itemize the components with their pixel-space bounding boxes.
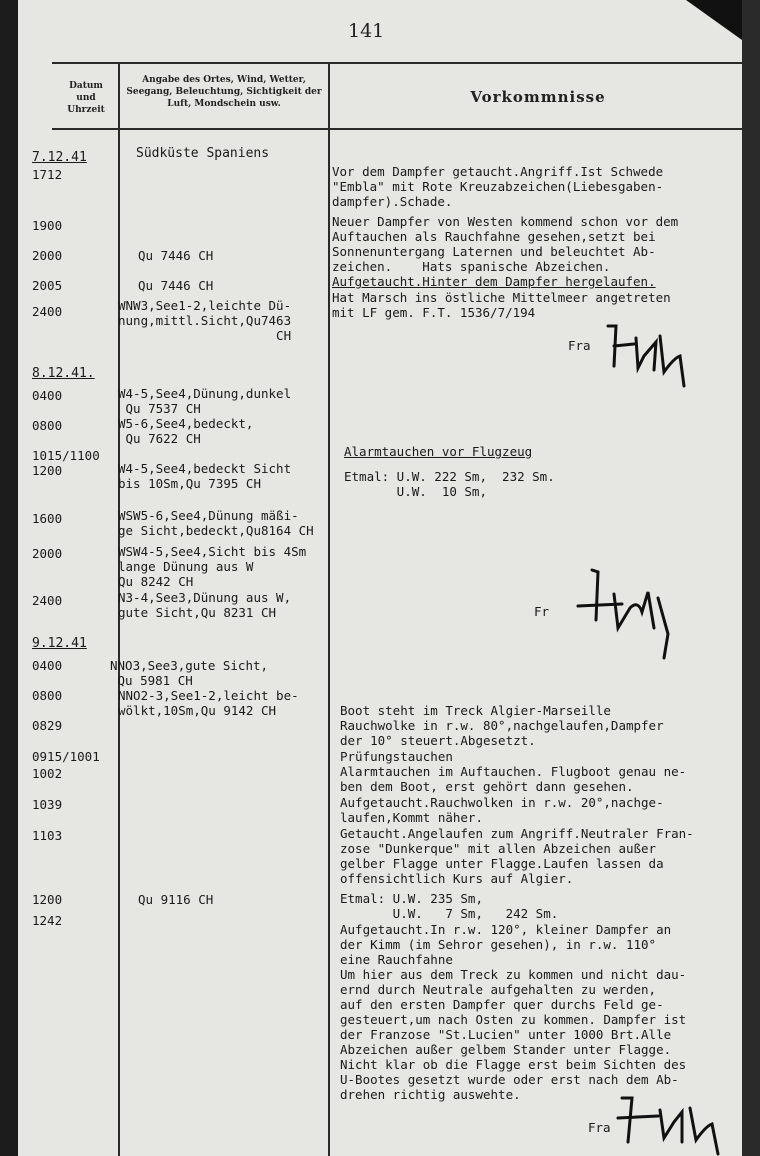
signature-prefix: Fra [588,1120,611,1135]
weather-text: NNO2-3,See1-2,leicht be- wölkt,10Sm,Qu 9142 CH [118,688,299,718]
date-9-12-41: 9.12.41 [32,636,87,651]
time-0800: 0800 [32,418,63,433]
time-0829: 0829 [32,718,63,733]
location-text: Qu 7446 CH [138,278,214,293]
weather-text: WSW5-6,See4,Dünung mäßi- ge Sicht,bedeckt,Qu8164 CH [118,508,314,538]
time-0800-b: 0800 [32,688,63,703]
time-2400: 2400 [32,304,63,319]
time-2000: 2000 [32,248,63,263]
event-text: Alarmtauchen vor Flugzeug [344,444,533,459]
time-1600: 1600 [32,511,63,526]
time-2400-b: 2400 [32,593,63,608]
weather-text: WNW3,See1-2,leichte Dü- nung,mittl.Sicht,Qu7463 CH [118,298,292,343]
event-text: Hat Marsch ins östliche Mittelmeer angetreten mit LF gem. F.T. 1536/7/194 [332,290,671,320]
time-1015-1100: 1015/1100 [32,448,100,463]
location-text: Südküste Spaniens [136,146,270,161]
header-top-rule [52,62,742,64]
time-1039: 1039 [32,797,63,812]
header-bottom-rule [52,128,742,130]
event-text: Neuer Dampfer von Westen kommend schon vor dem Auftauchen als Rauchfahne gesehen,setzt bei Sonnenuntergang Laternen und beleuchtet Ab- zeichen. Hats spanische Abzeichen. [332,214,679,274]
event-text: Vor dem Dampfer getaucht.Angriff.Ist Schwede "Embla" mit Rote Kreuzabzeichen(Liebesgaben- dampfer).Schade. [332,164,664,209]
weather-text: WSW4-5,See4,Sicht bis 4Sm lange Dünung aus W Qu 8242 CH [118,544,307,589]
location-text: Qu 9116 CH [138,892,214,907]
signature-prefix: Fr [534,604,550,619]
handwritten-signature [578,1090,738,1156]
header-location-weather: Angabe des Ortes, Wind, Wetter, Seegang, Beleuchtung, Sichtigkeit der Luft, Mondschein usw. [126,75,322,109]
time-1900: 1900 [32,218,63,233]
signature-prefix: Fra [568,338,591,353]
time-1200: 1200 [32,463,63,478]
header-date-time: Datum und Uhrzeit [67,81,105,115]
event-text: Aufgetaucht.Hinter dem Dampfer hergelaufen. [332,274,656,289]
signature [548,316,718,390]
event-text: Aufgetaucht.In r.w. 120°, kleiner Dampfer an der Kimm (im Sehror gesehen), in r.w. 110° eine Rauchfahne Um hier aus dem Treck zu kommen und nicht dau- ernd durch Neutrale aufgehalten zu werden, auf den ersten Dampfer quer durchs Feld ge- gesteuert,um nach Osten zu kommen. Dampfer ist der Franzose "St.Lucien" unter 1000 Brt.Alle Abzeichen außer gelbem Stander unter Flagge. Nicht klar ob die Flagge erst beim Sichten des U-Bootes gesetzt wurde oder erst nach dem Ab- drehen richtig auswehte. [340,922,687,1102]
location-text: Qu 7446 CH [138,248,214,263]
event-text: Alarmtauchen im Auftauchen. Flugboot genau ne- ben dem Boot, erst gehört dann gesehen. [340,764,687,794]
time-1242: 1242 [32,913,63,928]
handwritten-signature [518,564,688,660]
folded-corner [672,0,742,40]
signature [578,1090,738,1156]
event-text: Aufgetaucht.Rauchwolken in r.w. 20°,nachge- laufen,Kommt näher. [340,795,664,825]
time-2000-b: 2000 [32,546,63,561]
time-1103: 1103 [32,828,63,843]
weather-text: W5-6,See4,bedeckt, Qu 7622 CH [118,416,254,446]
page-number: 141 [348,20,385,42]
weather-text: W4-5,See4,Dünung,dunkel Qu 7537 CH [118,386,292,416]
date-8-12-41: 8.12.41. [32,366,95,381]
event-text: Prüfungstauchen [340,749,453,764]
header-events: Vorkommnisse [470,88,606,106]
weather-text: NNO3,See3,gute Sicht, Qu 5981 CH [110,658,269,688]
event-text: Getaucht.Angelaufen zum Angriff.Neutraler Fran- zose "Dunkerque" mit allen Abzeichen außer gelber Flagge unter Flagge.Laufen lassen da offensichtlich Kurs auf Algier. [340,826,694,886]
time-1200-b: 1200 [32,892,63,907]
log-page [18,0,742,1156]
time-0400-b: 0400 [32,658,63,673]
handwritten-signature [548,316,718,390]
weather-text: W4-5,See4,bedeckt Sicht bis 10Sm,Qu 7395 CH [118,461,292,491]
signature [518,564,688,660]
etmal-text: Etmal: U.W. 222 Sm, 232 Sm. U.W. 10 Sm, [344,469,555,499]
time-0400: 0400 [32,388,63,403]
time-1002: 1002 [32,766,63,781]
time-2005: 2005 [32,278,63,293]
time-0915-1001: 0915/1001 [32,749,100,764]
weather-text: N3-4,See3,Dünung aus W, gute Sicht,Qu 8231 CH [118,590,292,620]
event-text: Boot steht im Treck Algier-Marseille Rauchwolke in r.w. 80°,nachgelaufen,Dampfer der 10° steuert.Abgesetzt. [340,703,664,748]
column-divider-2 [328,62,330,1156]
time-1712: 1712 [32,167,63,182]
date-7-12-41: 7.12.41 [32,150,87,165]
scan-edge [742,0,760,1156]
etmal-text: Etmal: U.W. 235 Sm, U.W. 7 Sm, 242 Sm. [340,891,559,921]
